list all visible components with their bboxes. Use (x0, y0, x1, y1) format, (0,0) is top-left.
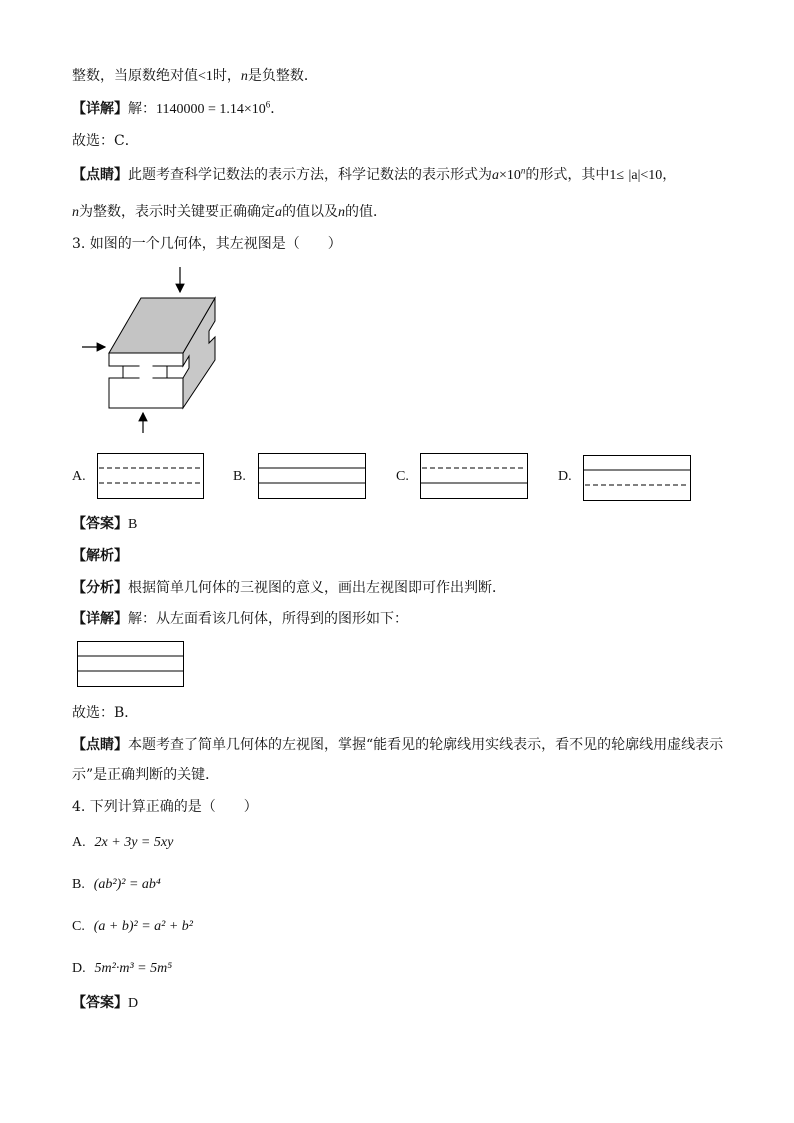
geometry-figure (75, 265, 225, 440)
math-lt-1: <1 (198, 69, 213, 84)
choose-3-line: 故选：B． (72, 705, 139, 721)
answer-tag: 【答案】 (72, 516, 128, 532)
q4-option-d[interactable] (72, 958, 172, 979)
math-abs: |a|<10 (628, 168, 663, 183)
text: 此题考查科学记数法的表示方法，科学记数法的表示形式为 (128, 167, 492, 183)
option-b-label: B. (233, 469, 246, 484)
text: 本题考查了简单几何体的左视图，掌握“能看见的轮廓线用实线表示，看不见的轮廓线用虚线表示 (128, 737, 724, 753)
fenxi-line (72, 578, 506, 598)
q4-option-c[interactable] (72, 916, 193, 937)
option-d-label: D. (558, 469, 572, 484)
q4-option-a[interactable] (72, 832, 173, 853)
choose-line: 故选：C． (72, 133, 139, 149)
option-d-figure[interactable] (583, 455, 691, 501)
text: 的形式，其中 (525, 167, 610, 183)
comment-tag: 【点睛】 (72, 167, 128, 183)
option-expr: 2x + 3y = 5xy (94, 835, 174, 850)
math-ineq: 1≤ (609, 168, 625, 183)
question-4-stem: 4. 下列计算正确的是（ ） (72, 799, 258, 815)
option-label: C. (72, 919, 85, 934)
comment-line-2 (72, 202, 387, 223)
xiangjie-3-line (72, 609, 408, 629)
equation: 1140000 = 1.14×10 (156, 102, 266, 117)
answer-4-line (72, 993, 138, 1014)
option-a-label: A. (72, 469, 86, 484)
option-b-figure[interactable] (258, 453, 366, 499)
math-n: n (338, 205, 345, 220)
dianjing-3-line-2: 示”是正确判断的关键． (72, 767, 220, 783)
text: 的值． (345, 204, 387, 220)
option-c-figure[interactable] (420, 453, 528, 499)
text: 是负整数． (247, 68, 318, 84)
comment-tag: 【点睛】 (72, 737, 128, 753)
option-label: D. (72, 961, 86, 976)
solution-figure (77, 641, 184, 687)
fenxi-tag: 【分析】 (72, 580, 128, 596)
text: 的值以及 (282, 204, 338, 220)
option-a-figure[interactable] (97, 453, 204, 499)
answer-3-line (72, 514, 137, 535)
text: 为整数，表示时关键要正确确定 (79, 204, 275, 220)
option-c-label: C. (396, 469, 409, 484)
math-a: a (275, 205, 282, 220)
text-line-1 (72, 66, 318, 87)
option-label: B. (72, 877, 85, 892)
text: 时， (212, 68, 241, 84)
question-3-stem: 3. 如图的一个几何体，其左视图是（ ） (72, 236, 342, 252)
option-expr: 5m²·m³ = 5m⁵ (94, 961, 173, 976)
text: ， (662, 167, 677, 183)
option-expr: (a + b)² = a² + b² (93, 919, 194, 934)
option-expr: (ab²)² = ab⁴ (93, 877, 161, 892)
comment-line (72, 165, 676, 186)
text: ． (270, 101, 285, 117)
detail-tag: 【详解】 (72, 611, 128, 627)
analysis-heading: 【解析】 (72, 548, 128, 564)
exponent: 6 (265, 99, 271, 110)
dianjing-3-line (72, 735, 723, 755)
detail-tag: 【详解】 (72, 101, 128, 117)
math-n: n (72, 205, 79, 220)
detail-line (72, 99, 284, 120)
answer-value: D (128, 996, 139, 1011)
q4-option-b[interactable] (72, 874, 161, 895)
math-a: a (492, 168, 499, 183)
math-times10: ×10 (499, 168, 521, 183)
text: 解：从左面看该几何体，所得到的图形如下： (128, 611, 408, 627)
math-n-exp: n (520, 165, 526, 176)
option-label: A. (72, 835, 86, 850)
text: 根据简单几何体的三视图的意义，画出左视图即可作出判断． (128, 580, 506, 596)
math-n: n (240, 69, 248, 84)
text: 整数，当原数绝对值 (72, 68, 198, 84)
answer-tag: 【答案】 (72, 995, 128, 1011)
text: 解： (128, 101, 156, 117)
answer-value: B (128, 517, 138, 532)
